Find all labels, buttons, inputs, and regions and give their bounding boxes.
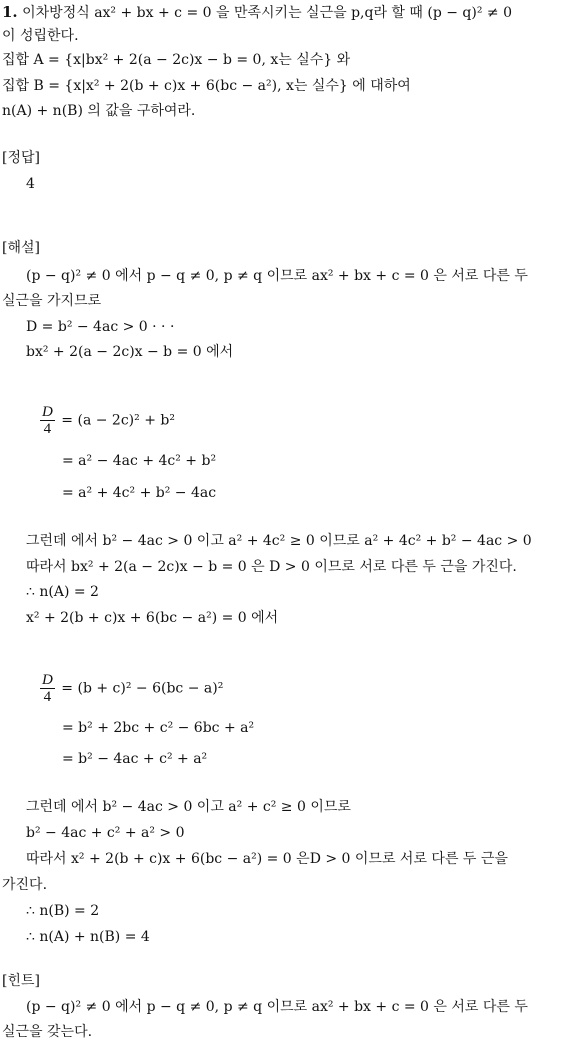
fraction-numerator: D: [42, 672, 53, 688]
discriminant-block-2-row-1: [40, 672, 223, 705]
discriminant-block-1-row-2: = a² − 4ac + 4c² + b²: [62, 453, 217, 469]
equation-line: = (a − 2c)² + b²: [61, 412, 175, 429]
problem-line-1: [2, 2, 512, 23]
problem-text-1: 이차방정식 ax² + bx + c = 0 을 만족시키는 실근을 p,q라 할 때 (p − q)² ≠ 0: [22, 5, 512, 21]
explanation-line-5: 그런데 에서 b² − 4ac > 0 이고 a² + 4c² ≥ 0 이므로 a² + 4c² + b² − 4ac > 0: [26, 533, 532, 549]
explanation-line-8: x² + 2(b + c)x + 6(bc − a²) = 0 에서: [26, 610, 279, 626]
problem-number: 1.: [2, 3, 18, 21]
d-over-4-fraction: [40, 672, 55, 705]
explanation-line-6: 따라서 bx² + 2(a − 2c)x − b = 0 은 D > 0 이므로 서로 다른 두 근을 가진다.: [26, 559, 517, 575]
explanation-line-4: bx² + 2(a − 2c)x − b = 0 에서: [26, 344, 234, 360]
explanation-line-9: 그런데 에서 b² − 4ac > 0 이고 a² + c² ≥ 0 이므로: [26, 799, 351, 815]
explanation-line-1: (p − q)² ≠ 0 에서 p − q ≠ 0, p ≠ q 이므로 ax² + bx + c = 0 은 서로 다른 두: [26, 268, 528, 284]
problem-line-5: n(A) + n(B) 의 값을 구하여라.: [2, 103, 196, 119]
hint-line-1: (p − q)² ≠ 0 에서 p − q ≠ 0, p ≠ q 이므로 ax² + bx + c = 0 은 서로 다른 두: [26, 999, 528, 1015]
explanation-line-13: ∴ n(B) = 2: [26, 903, 100, 919]
explanation-line-12: 가진다.: [2, 877, 48, 893]
fraction-numerator: D: [42, 404, 53, 420]
explanation-line-14: ∴ n(A) + n(B) = 4: [26, 929, 150, 945]
problem-line-4: 집합 B = {x|x² + 2(b + c)x + 6(bc − a²), x는 실수} 에 대하여: [2, 78, 411, 94]
hint-line-2: 실근을 갖는다.: [2, 1024, 93, 1040]
fraction-denominator: 4: [43, 421, 52, 437]
hint-heading: [힌트]: [2, 973, 40, 989]
explanation-line-11: 따라서 x² + 2(b + c)x + 6(bc − a²) = 0 은D > 0 이므로 서로 다른 두 근을: [26, 851, 508, 867]
explanation-line-7: ∴ n(A) = 2: [26, 584, 99, 600]
fraction-denominator: 4: [43, 689, 52, 705]
explanation-line-2: 실근을 가지므로: [2, 293, 102, 309]
explanation-line-3: D = b² − 4ac > 0 · · ·: [26, 319, 175, 335]
d-over-4-fraction: [40, 404, 55, 437]
discriminant-block-1-row-3: = a² + 4c² + b² − 4ac: [62, 485, 217, 501]
discriminant-block-2-row-2: = b² + 2bc + c² − 6bc + a²: [62, 720, 255, 736]
discriminant-block-2-row-3: = b² − 4ac + c² + a²: [62, 751, 208, 767]
explanation-heading: [해설]: [2, 240, 40, 256]
equation-line: = (b + c)² − 6(bc − a)²: [61, 680, 224, 697]
problem-line-3: 집합 A = {x|bx² + 2(a − 2c)x − b = 0, x는 실수} 와: [2, 52, 351, 68]
answer-value: 4: [26, 176, 35, 192]
explanation-line-10: b² − 4ac + c² + a² > 0: [26, 825, 185, 841]
discriminant-block-1-row-1: [40, 404, 175, 437]
answer-heading: [정답]: [2, 150, 40, 166]
problem-line-2: 이 성립한다.: [2, 28, 79, 44]
